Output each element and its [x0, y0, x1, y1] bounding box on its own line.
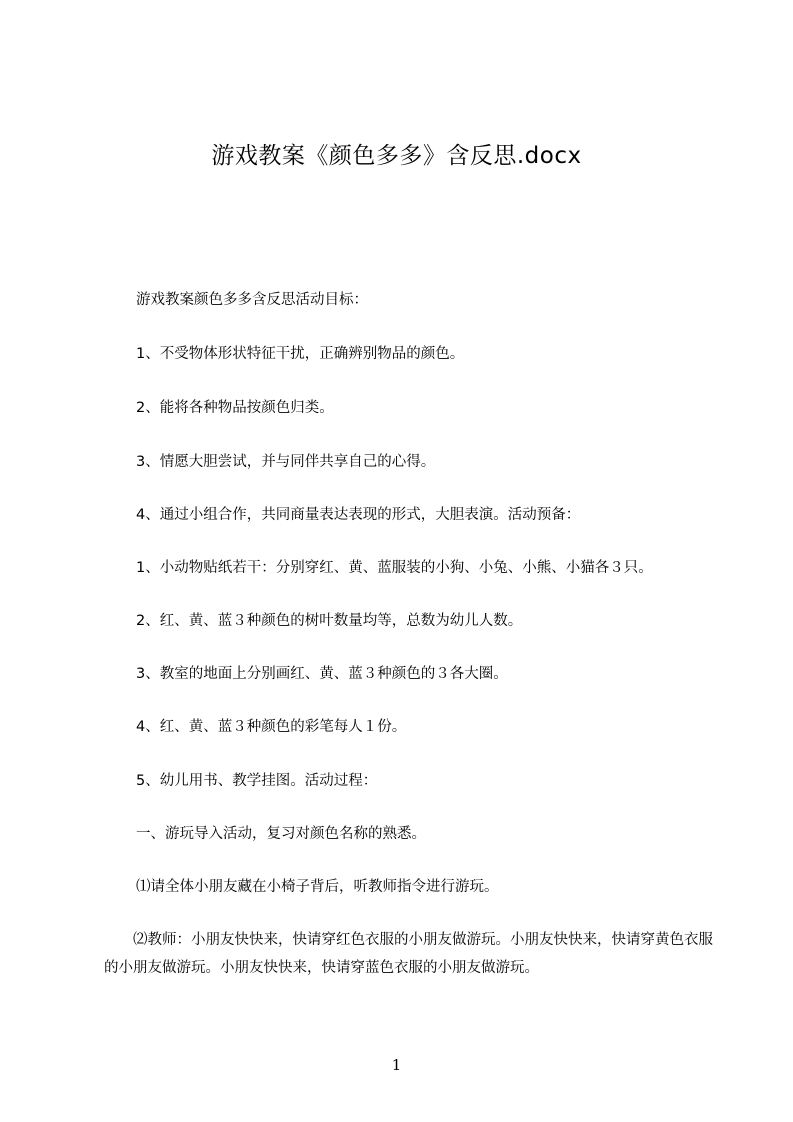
paragraph-goal-3: 3、情愿大胆尝试，并与同伴共享自己的心得。	[136, 454, 436, 470]
paragraph-goal-1: 1、不受物体形状特征干扰，正确辨别物品的颜色。	[136, 346, 465, 362]
page-number: 1	[391, 1056, 402, 1074]
paragraph-goal-2: 2、能将各种物品按颜色归类。	[136, 400, 334, 416]
paragraph-prep-5: 5、幼儿用书、教学挂图。活动过程：	[136, 773, 378, 789]
paragraph-process-heading: 一、游玩导入活动，复习对颜色名称的熟悉。	[136, 826, 426, 842]
paragraph-prep-3: 3、教室的地面上分别画红、黄、蓝３种颜色的３各大圈。	[136, 666, 508, 682]
paragraph-process-step-1: ⑴请全体小朋友藏在小椅子背后，听教师指令进行游玩。	[136, 879, 499, 895]
paragraph-process-step-2: ⑵教师：小朋友快快来，快请穿红色衣服的小朋友做游玩。小朋友快快来，快请穿黄色衣服的小朋友做游玩。小朋友快快来，快请穿蓝色衣服的小朋友做游玩。	[104, 932, 713, 976]
paragraph-intro: 游戏教案颜色多多含反思活动目标：	[136, 292, 368, 308]
document-title: 游戏教案《颜色多多》含反思.docx	[211, 143, 582, 169]
paragraph-prep-2: 2、红、黄、蓝３种颜色的树叶数量均等，总数为幼儿人数。	[136, 613, 523, 629]
paragraph-prep-1: 1、小动物贴纸若干：分别穿红、黄、蓝服装的小狗、小兔、小熊、小猫各３只。	[136, 560, 653, 576]
paragraph-prep-4: 4、红、黄、蓝３种颜色的彩笔每人１份。	[136, 719, 407, 735]
paragraph-goal-4: 4、通过小组合作，共同商量表达表现的形式，大胆表演。活动预备：	[136, 507, 581, 523]
